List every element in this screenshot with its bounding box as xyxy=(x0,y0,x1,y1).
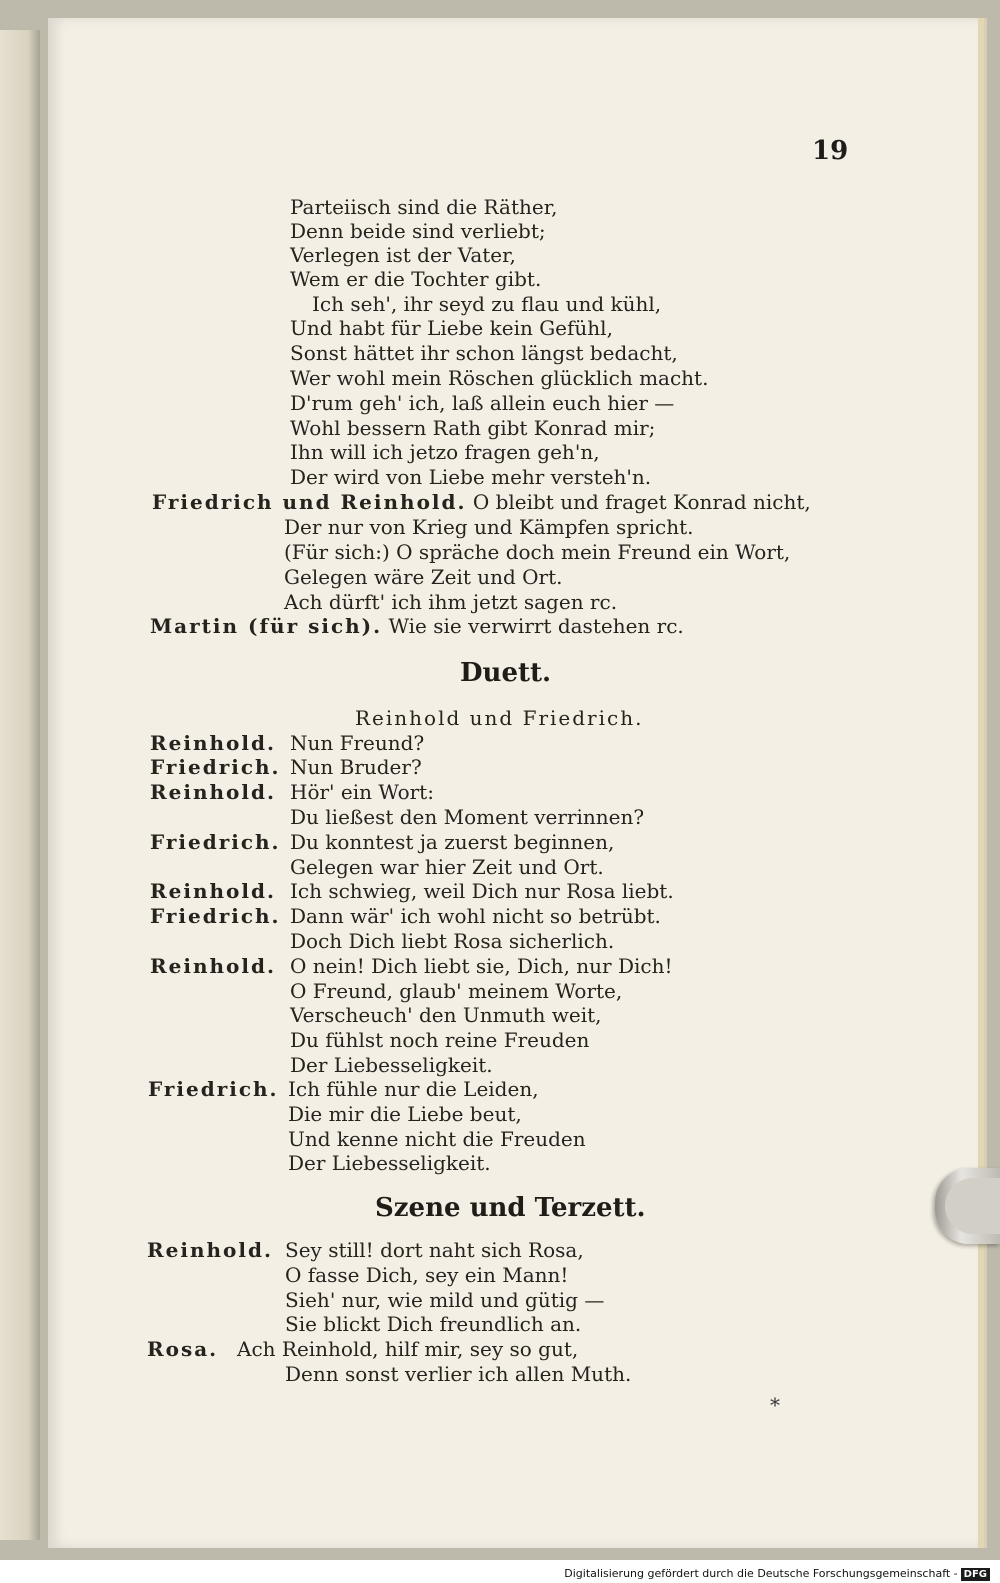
dialogue-line: Martin (für sich). Wie sie verwirrt dastehen rc. xyxy=(150,614,684,638)
dialogue-line: Rosa. Ach Reinhold, hilf mir, sey so gut, xyxy=(147,1337,579,1361)
text-line: Wohl bessern Rath gibt Konrad mir; xyxy=(290,416,656,440)
text-line: Wer wohl mein Röschen glücklich macht. xyxy=(290,366,709,390)
page-number: 19 xyxy=(812,136,849,166)
dialogue-line: Friedrich. Nun Bruder? xyxy=(150,755,422,779)
text-line: Gelegen war hier Zeit und Ort. xyxy=(290,855,604,879)
section-heading-terzett: Szene und Terzett. xyxy=(375,1193,646,1223)
text-line: Ach dürft' ich ihm jetzt sagen rc. xyxy=(284,590,618,614)
text-line: Sieh' nur, wie mild und gütig — xyxy=(285,1288,605,1312)
duett-speakers: Reinhold und Friedrich. xyxy=(355,706,644,730)
dialogue-line: Reinhold. Sey still! dort naht sich Rosa, xyxy=(147,1238,584,1262)
speaker-label: Reinhold. xyxy=(150,780,276,804)
text-line: Sie blickt Dich freundlich an. xyxy=(285,1312,582,1336)
dialogue-line: Reinhold. Ich schwieg, weil Dich nur Rosa liebt. xyxy=(150,879,674,903)
speaker-label: Reinhold. xyxy=(147,1238,273,1262)
signature-mark: * xyxy=(770,1393,780,1417)
scanner-clip xyxy=(935,1168,1000,1244)
speaker-label: Friedrich. xyxy=(148,1077,279,1101)
dialogue-line: Reinhold. Nun Freund? xyxy=(150,731,425,755)
text-line: Du ließest den Moment verrinnen? xyxy=(290,805,645,829)
dfg-logo: DFG xyxy=(961,1568,990,1581)
dialogue-line: Reinhold. Hör' ein Wort: xyxy=(150,780,434,804)
text-line: Die mir die Liebe beut, xyxy=(288,1102,522,1126)
dialogue-line: Friedrich. Du konntest ja zuerst beginnen, xyxy=(150,830,615,854)
speaker-label: Friedrich. xyxy=(150,904,281,928)
dialogue-line: Reinhold. O nein! Dich liebt sie, Dich, nur Dich! xyxy=(150,954,673,978)
section-heading-duett: Duett. xyxy=(460,658,552,688)
dialogue-line: Friedrich und Reinhold. O bleibt und fraget Konrad nicht, xyxy=(152,490,811,514)
text-line: (Für sich:) O spräche doch mein Freund ein Wort, xyxy=(284,540,791,564)
text-line: Der Liebesseligkeit. xyxy=(290,1053,493,1077)
text-line: Ihn will ich jetzo fragen geh'n, xyxy=(290,440,600,464)
text-line: Denn sonst verlier ich allen Muth. xyxy=(285,1362,632,1386)
speaker-label: Friedrich und Reinhold. xyxy=(152,490,467,514)
scanner-clip-inner xyxy=(945,1178,1000,1234)
text-line: Verscheuch' den Unmuth weit, xyxy=(290,1003,602,1027)
text-line: O Freund, glaub' meinem Worte, xyxy=(290,979,623,1003)
text-line: D'rum geh' ich, laß allein euch hier — xyxy=(290,391,675,415)
text-line: Gelegen wäre Zeit und Ort. xyxy=(284,565,563,589)
speaker-label: Martin (für sich). xyxy=(150,614,383,638)
text-line: Sonst hättet ihr schon längst bedacht, xyxy=(290,341,678,365)
text-line: Der Liebesseligkeit. xyxy=(288,1151,491,1175)
text-line: O fasse Dich, sey ein Mann! xyxy=(285,1263,569,1287)
dialogue-line: Friedrich. Dann wär' ich wohl nicht so betrübt. xyxy=(150,904,661,928)
text-line: Ich seh', ihr seyd zu flau und kühl, xyxy=(312,292,662,316)
speaker-label: Reinhold. xyxy=(150,879,276,903)
text-line: Der wird von Liebe mehr versteh'n. xyxy=(290,465,652,489)
text-line: Parteiisch sind die Räther, xyxy=(290,195,558,219)
text-line: Du fühlst noch reine Freuden xyxy=(290,1028,590,1052)
text-line: Doch Dich liebt Rosa sicherlich. xyxy=(290,929,615,953)
dialogue-line: Friedrich. Ich fühle nur die Leiden, xyxy=(148,1077,539,1101)
previous-page-edge xyxy=(0,30,40,1540)
text-line: Wem er die Tochter gibt. xyxy=(290,267,542,291)
speaker-label: Friedrich. xyxy=(150,830,281,854)
speaker-label: Reinhold. xyxy=(150,954,276,978)
speaker-label: Rosa. xyxy=(147,1337,219,1361)
text-line: Und kenne nicht die Freuden xyxy=(288,1127,586,1151)
speaker-label: Friedrich. xyxy=(150,755,281,779)
text-line: Und habt für Liebe kein Gefühl, xyxy=(290,316,613,340)
speaker-label: Reinhold. xyxy=(150,731,276,755)
text-line: Denn beide sind verliebt; xyxy=(290,219,546,243)
footer-credit xyxy=(564,1567,990,1581)
footer-text: Digitalisierung gefördert durch die Deutsche Forschungsgemeinschaft - xyxy=(564,1567,958,1580)
text-line: Verlegen ist der Vater, xyxy=(290,243,516,267)
text-line: Der nur von Krieg und Kämpfen spricht. xyxy=(284,515,694,539)
